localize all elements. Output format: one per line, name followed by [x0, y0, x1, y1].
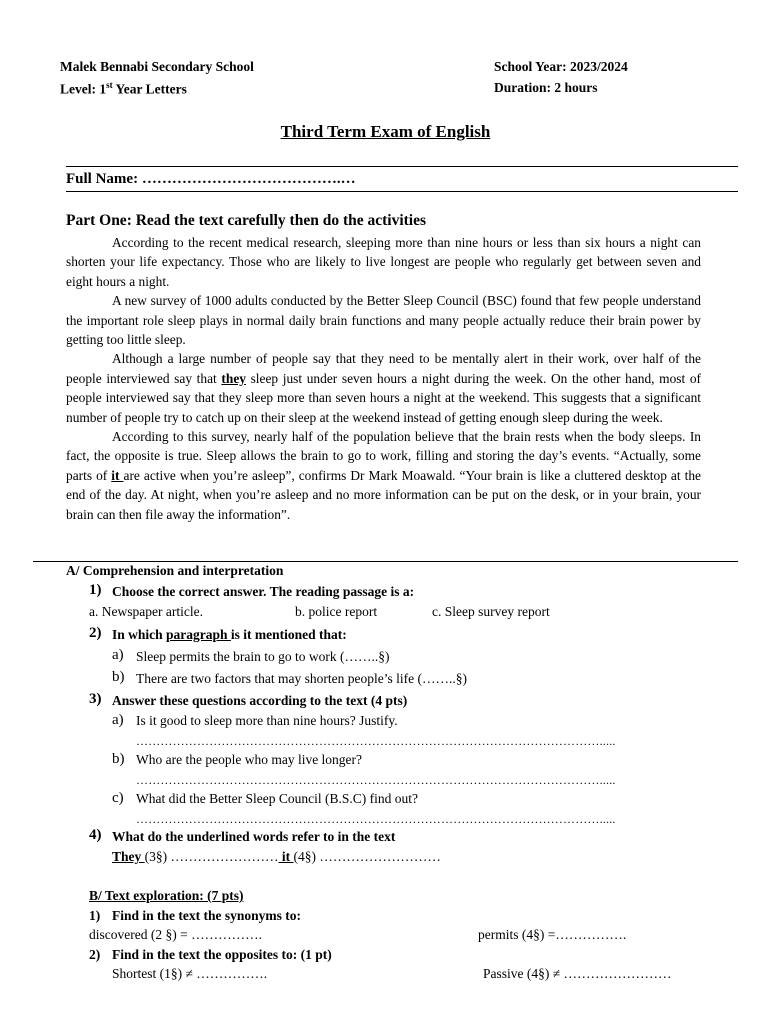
section-a-title: A/ Comprehension and interpretation	[66, 563, 284, 578]
q2b-letter: b)	[112, 669, 125, 685]
paragraph-2: A new survey of 1000 adults conducted by the Better Sleep Council (BSC) found that few people understand the important role sleep plays in normal daily brain functions and many people actually reduce their brain power by getting too little sleep.	[66, 293, 701, 348]
underlined-it: it	[111, 467, 124, 483]
level-suffix: Year Letters	[112, 81, 187, 97]
q3-number: 3)	[89, 691, 102, 707]
paragraph-1: According to the recent medical research, sleeping more than nine hours or less than six hours a night can shorten your life expectancy. Those who are likely to live longest are people who regularly get between seven and eight hours a night.	[66, 235, 701, 289]
paragraph-4: According to this survey, nearly half of the population believe that the brain rests when the body sleeps. In fact, the opposite is true. Sleep allows the brain to go to work, filling and storing the day’s events. “Actually, some parts of it are active when you’re asleep”, confirms Dr Mark Moawald. “Your brain is like a cluttered desktop at the end of the day. At night, when you’re asleep and no more information can be put on the desk, or in your brain, your brain can then file away the information”.	[66, 429, 701, 522]
q1-option-b[interactable]: b. police report	[295, 604, 378, 619]
q4-it: it	[278, 849, 294, 864]
q3b-answer-line[interactable]: …………………………………………………………………………………………………….....	[136, 773, 616, 787]
b-q2-shortest[interactable]: Shortest (1§) ≠ …………….	[112, 966, 268, 981]
q2b-text: There are two factors that may shorten people’s life (……..§)	[136, 671, 468, 686]
q3c-answer-line[interactable]: …………………………………………………………………………………………………….....	[136, 812, 616, 826]
b-q1-number: 1)	[89, 908, 101, 923]
full-name-field[interactable]: Full Name: ………………………………….…	[66, 171, 356, 187]
school-year: School Year: 2023/2024	[494, 59, 628, 74]
b-q1-discovered[interactable]: discovered (2 §) = …………….	[89, 927, 262, 942]
q3-text: Answer these questions according to the text (4 pts)	[112, 693, 408, 708]
duration: Duration: 2 hours	[494, 80, 598, 95]
q1-text: Choose the correct answer. The reading passage is a:	[112, 584, 415, 599]
paragraph-3: Although a large number of people say that they need to be mentally alert in their work, over half of the people interviewed say that they sleep just under seven hours a night during the week. On the other hand, most of people interviewed say that they sleep more than seven hours a night at the weekend. This suggests that a significant number of people try to catch up on their sleep at the weekend instead of getting enough sleep during the week.	[66, 351, 701, 425]
q2-number: 2)	[89, 625, 102, 641]
exam-title: Third Term Exam of English	[280, 122, 491, 141]
school-name: Malek Bennabi Secondary School	[60, 59, 254, 74]
level-sup: st	[106, 80, 113, 90]
divider	[33, 561, 738, 562]
q3a-letter: a)	[112, 712, 124, 728]
q3c-text: What did the Better Sleep Council (B.S.C) find out?	[136, 791, 418, 806]
divider	[66, 191, 738, 192]
q1-number: 1)	[89, 582, 102, 598]
reading-text	[66, 233, 701, 524]
q2a-letter: a)	[112, 647, 124, 663]
q1-option-a[interactable]: a. Newspaper article.	[89, 604, 203, 619]
q4-they: They	[112, 849, 145, 864]
q3a-text: Is it good to sleep more than nine hours? Justify.	[136, 713, 398, 728]
q3c-letter: c)	[112, 790, 124, 806]
q4-text: What do the underlined words refer to in the text	[112, 829, 396, 844]
q2-text: In which paragraph is it mentioned that:	[112, 627, 347, 642]
underlined-they: they	[221, 370, 246, 386]
part-one-heading: Part One: Read the text carefully then do the activities	[66, 212, 427, 229]
level-prefix: Level: 1	[60, 81, 107, 97]
q1-option-c[interactable]: c. Sleep survey report	[432, 604, 550, 619]
section-b-title: B/ Text exploration: (7 pts)	[89, 888, 244, 903]
q2a-text: Sleep permits the brain to go to work (……..§)	[136, 649, 390, 664]
b-q1-permits[interactable]: permits (4§) =…………….	[478, 927, 627, 942]
divider	[66, 166, 738, 167]
q4-number: 4)	[89, 827, 102, 843]
b-q1-text: Find in the text the synonyms to:	[112, 908, 302, 923]
q3a-answer-line[interactable]: …………………………………………………………………………………………………….....	[136, 734, 616, 748]
b-q2-text: Find in the text the opposites to: (1 pt)	[112, 947, 332, 962]
q2-underlined: paragraph	[166, 627, 231, 642]
q3b-text: Who are the people who may live longer?	[136, 752, 363, 767]
b-q2-number: 2)	[89, 947, 101, 962]
level	[60, 80, 187, 98]
b-q2-passive[interactable]: Passive (4§) ≠ ……………………	[483, 966, 672, 981]
q3b-letter: b)	[112, 751, 125, 767]
q4-answers[interactable]: They (3§) …………………… it (4§) ………………………	[112, 849, 441, 864]
